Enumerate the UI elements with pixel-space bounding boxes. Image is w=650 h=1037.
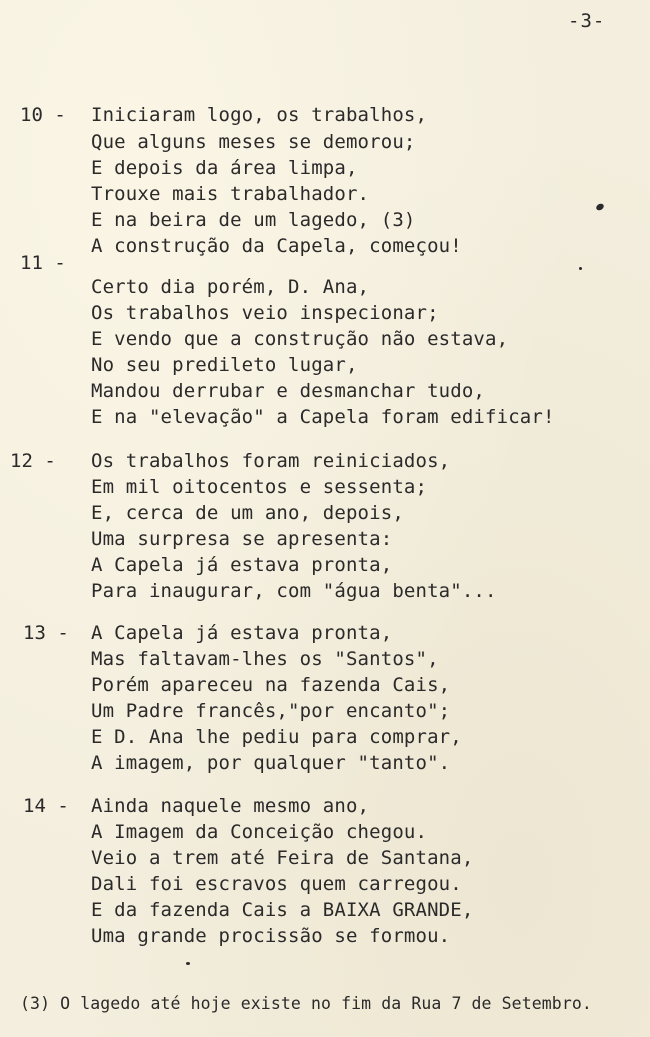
verse-line: A Capela já estava pronta, <box>91 622 393 644</box>
page-number: -3- <box>568 10 606 32</box>
stanza-number: 10 - <box>20 104 66 126</box>
stanza-number: 11 - <box>20 252 66 274</box>
verse-line: Mandou derrubar e desmanchar tudo, <box>91 380 486 402</box>
verse-line: Mas faltavam-lhes os "Santos", <box>91 648 439 670</box>
verse-line: Para inaugurar, com "água benta"... <box>91 580 497 602</box>
verse-line: E depois da área limpa, <box>91 157 358 179</box>
verse-line: Certo dia porém, D. Ana, <box>91 276 370 298</box>
footnote: (3) O lagedo até hoje existe no fim da Rua 7 de Setembro. <box>20 994 592 1013</box>
stanza-number: 12 - <box>10 450 56 472</box>
verse-line: Uma surpresa se apresenta: <box>91 528 393 550</box>
verse-line: E da fazenda Cais a BAIXA GRANDE, <box>91 899 474 921</box>
verse-line: Em mil oitocentos e sessenta; <box>91 476 428 498</box>
verse-line: A Imagem da Conceição chegou. <box>91 821 428 843</box>
verse-line: Uma grande procissão se formou. <box>91 925 451 947</box>
verse-line: A construção da Capela, começou! <box>91 235 462 257</box>
verse-line: E na "elevação" a Capela foram edificar! <box>91 406 555 428</box>
ink-speck <box>579 267 582 270</box>
verse-line: E na beira de um lagedo, (3) <box>91 209 416 231</box>
verse-line: Um Padre francês,"por encanto"; <box>91 700 451 722</box>
stanza-number: 13 - <box>23 622 69 644</box>
verse-line: Os trabalhos veio inspecionar; <box>91 302 439 324</box>
verse-line: Que alguns meses se demorou; <box>91 131 416 153</box>
ink-speck <box>595 202 605 211</box>
verse-line: Iniciaram logo, os trabalhos, <box>91 104 428 126</box>
verse-line: A Capela já estava pronta, <box>91 554 393 576</box>
verse-line: Trouxe mais trabalhador. <box>91 183 370 205</box>
verse-line: Porém apareceu na fazenda Cais, <box>91 674 451 696</box>
verse-line: E D. Ana lhe pediu para comprar, <box>91 726 462 748</box>
verse-line: No seu predileto lugar, <box>91 354 358 376</box>
verse-line: E, cerca de um ano, depois, <box>91 502 404 524</box>
verse-line: Os trabalhos foram reiniciados, <box>91 450 451 472</box>
verse-line: Dali foi escravos quem carregou. <box>91 873 462 895</box>
verse-line: A imagem, por qualquer "tanto". <box>91 752 451 774</box>
ink-speck <box>186 962 190 965</box>
verse-line: E vendo que a construção não estava, <box>91 328 509 350</box>
stanza-number: 14 - <box>23 795 69 817</box>
verse-line: Ainda naquele mesmo ano, <box>91 795 370 817</box>
verse-line: Veio a trem até Feira de Santana, <box>91 847 474 869</box>
